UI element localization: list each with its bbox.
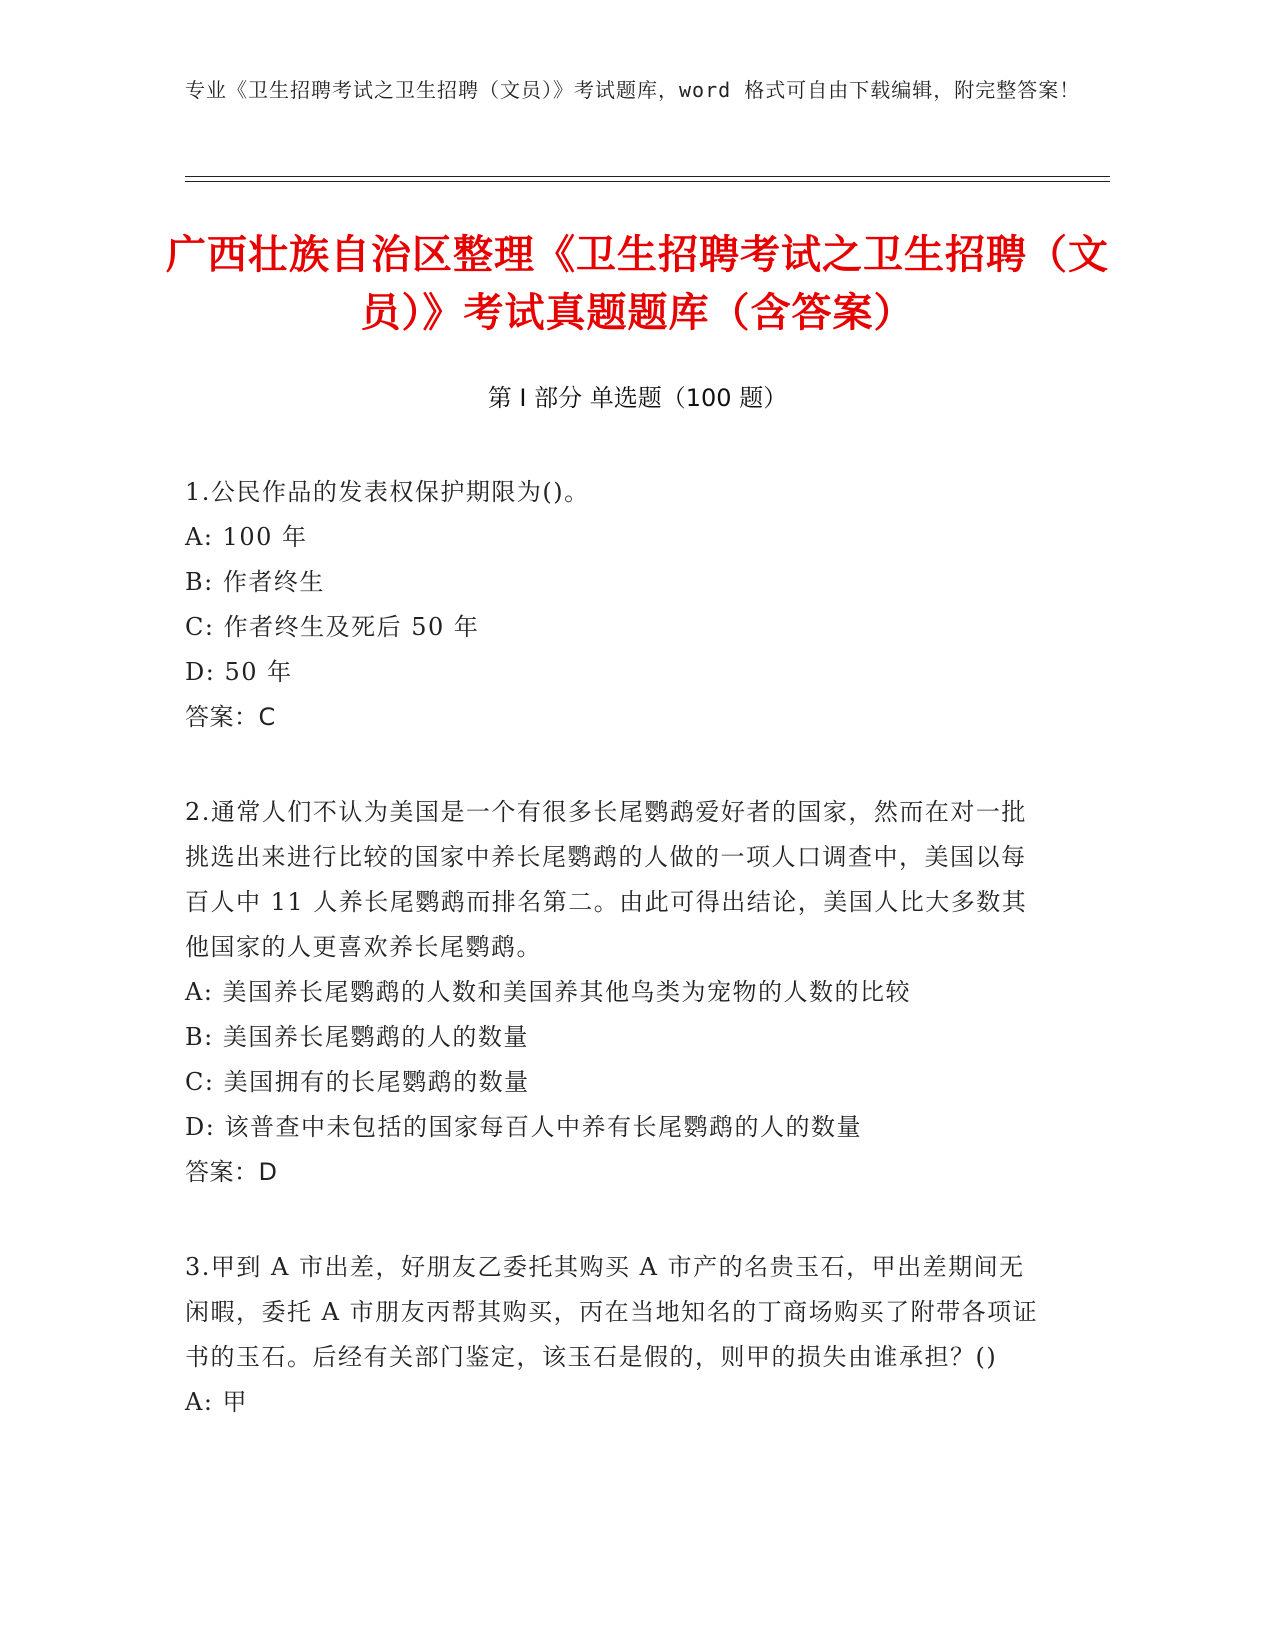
- option-b: B: 美国养长尾鹦鹉的人的数量: [185, 1023, 529, 1051]
- option-c: C: 作者终生及死后 50 年: [185, 613, 480, 641]
- option-a: A: 甲: [185, 1388, 249, 1416]
- option-c: C: 美国拥有的长尾鹦鹉的数量: [185, 1068, 530, 1096]
- question-3: [185, 1245, 1045, 1425]
- question-stem: 1.公民作品的发表权保护期限为()。: [185, 478, 590, 506]
- answer: 答案：D: [185, 1158, 278, 1186]
- document-title: 广西壮族自治区整理《卫生招聘考试之卫生招聘（文员）》考试真题题库（含答案）: [166, 232, 1109, 336]
- option-a: A: 100 年: [185, 523, 308, 551]
- option-d: D: 50 年: [185, 658, 293, 686]
- option-b: B: 作者终生: [185, 568, 325, 596]
- option-d: D: 该普查中未包括的国家每百人中养有长尾鹦鹉的人的数量: [185, 1113, 862, 1141]
- question-stem: 2.通常人们不认为美国是一个有很多长尾鹦鹉爱好者的国家，然而在对一批挑选出来进行比较的国家中养长尾鹦鹉的人做的一项人口调查中，美国以每百人中 11 人养长尾鹦鹉而排名第二。由此可得出结论，美国人比大多数其他国家的人更喜欢养长尾鹦鹉。: [185, 798, 1028, 961]
- option-a: A: 美国养长尾鹦鹉的人数和美国养其他鸟类为宠物的人数的比较: [185, 978, 912, 1006]
- question-1: [185, 470, 1045, 740]
- question-2: [185, 790, 1045, 1195]
- header-divider-bottom: [185, 181, 1110, 182]
- section-heading: 第 I 部分 单选题（100 题）: [487, 384, 788, 412]
- header-note: 专业《卫生招聘考试之卫生招聘（文员）》考试题库，word 格式可自由下载编辑，附完整答案！: [185, 78, 1081, 102]
- question-stem: 3.甲到 A 市出差，好朋友乙委托其购买 A 市产的名贵玉石，甲出差期间无闲暇，委托 A 市朋友丙帮其购买，丙在当地知名的丁商场购买了附带各项证书的玉石。后经有关部门鉴定，该玉石是假的，则甲的损失由谁承担？(): [185, 1253, 1039, 1371]
- answer: 答案：C: [185, 703, 276, 731]
- header-divider-top: [185, 176, 1110, 177]
